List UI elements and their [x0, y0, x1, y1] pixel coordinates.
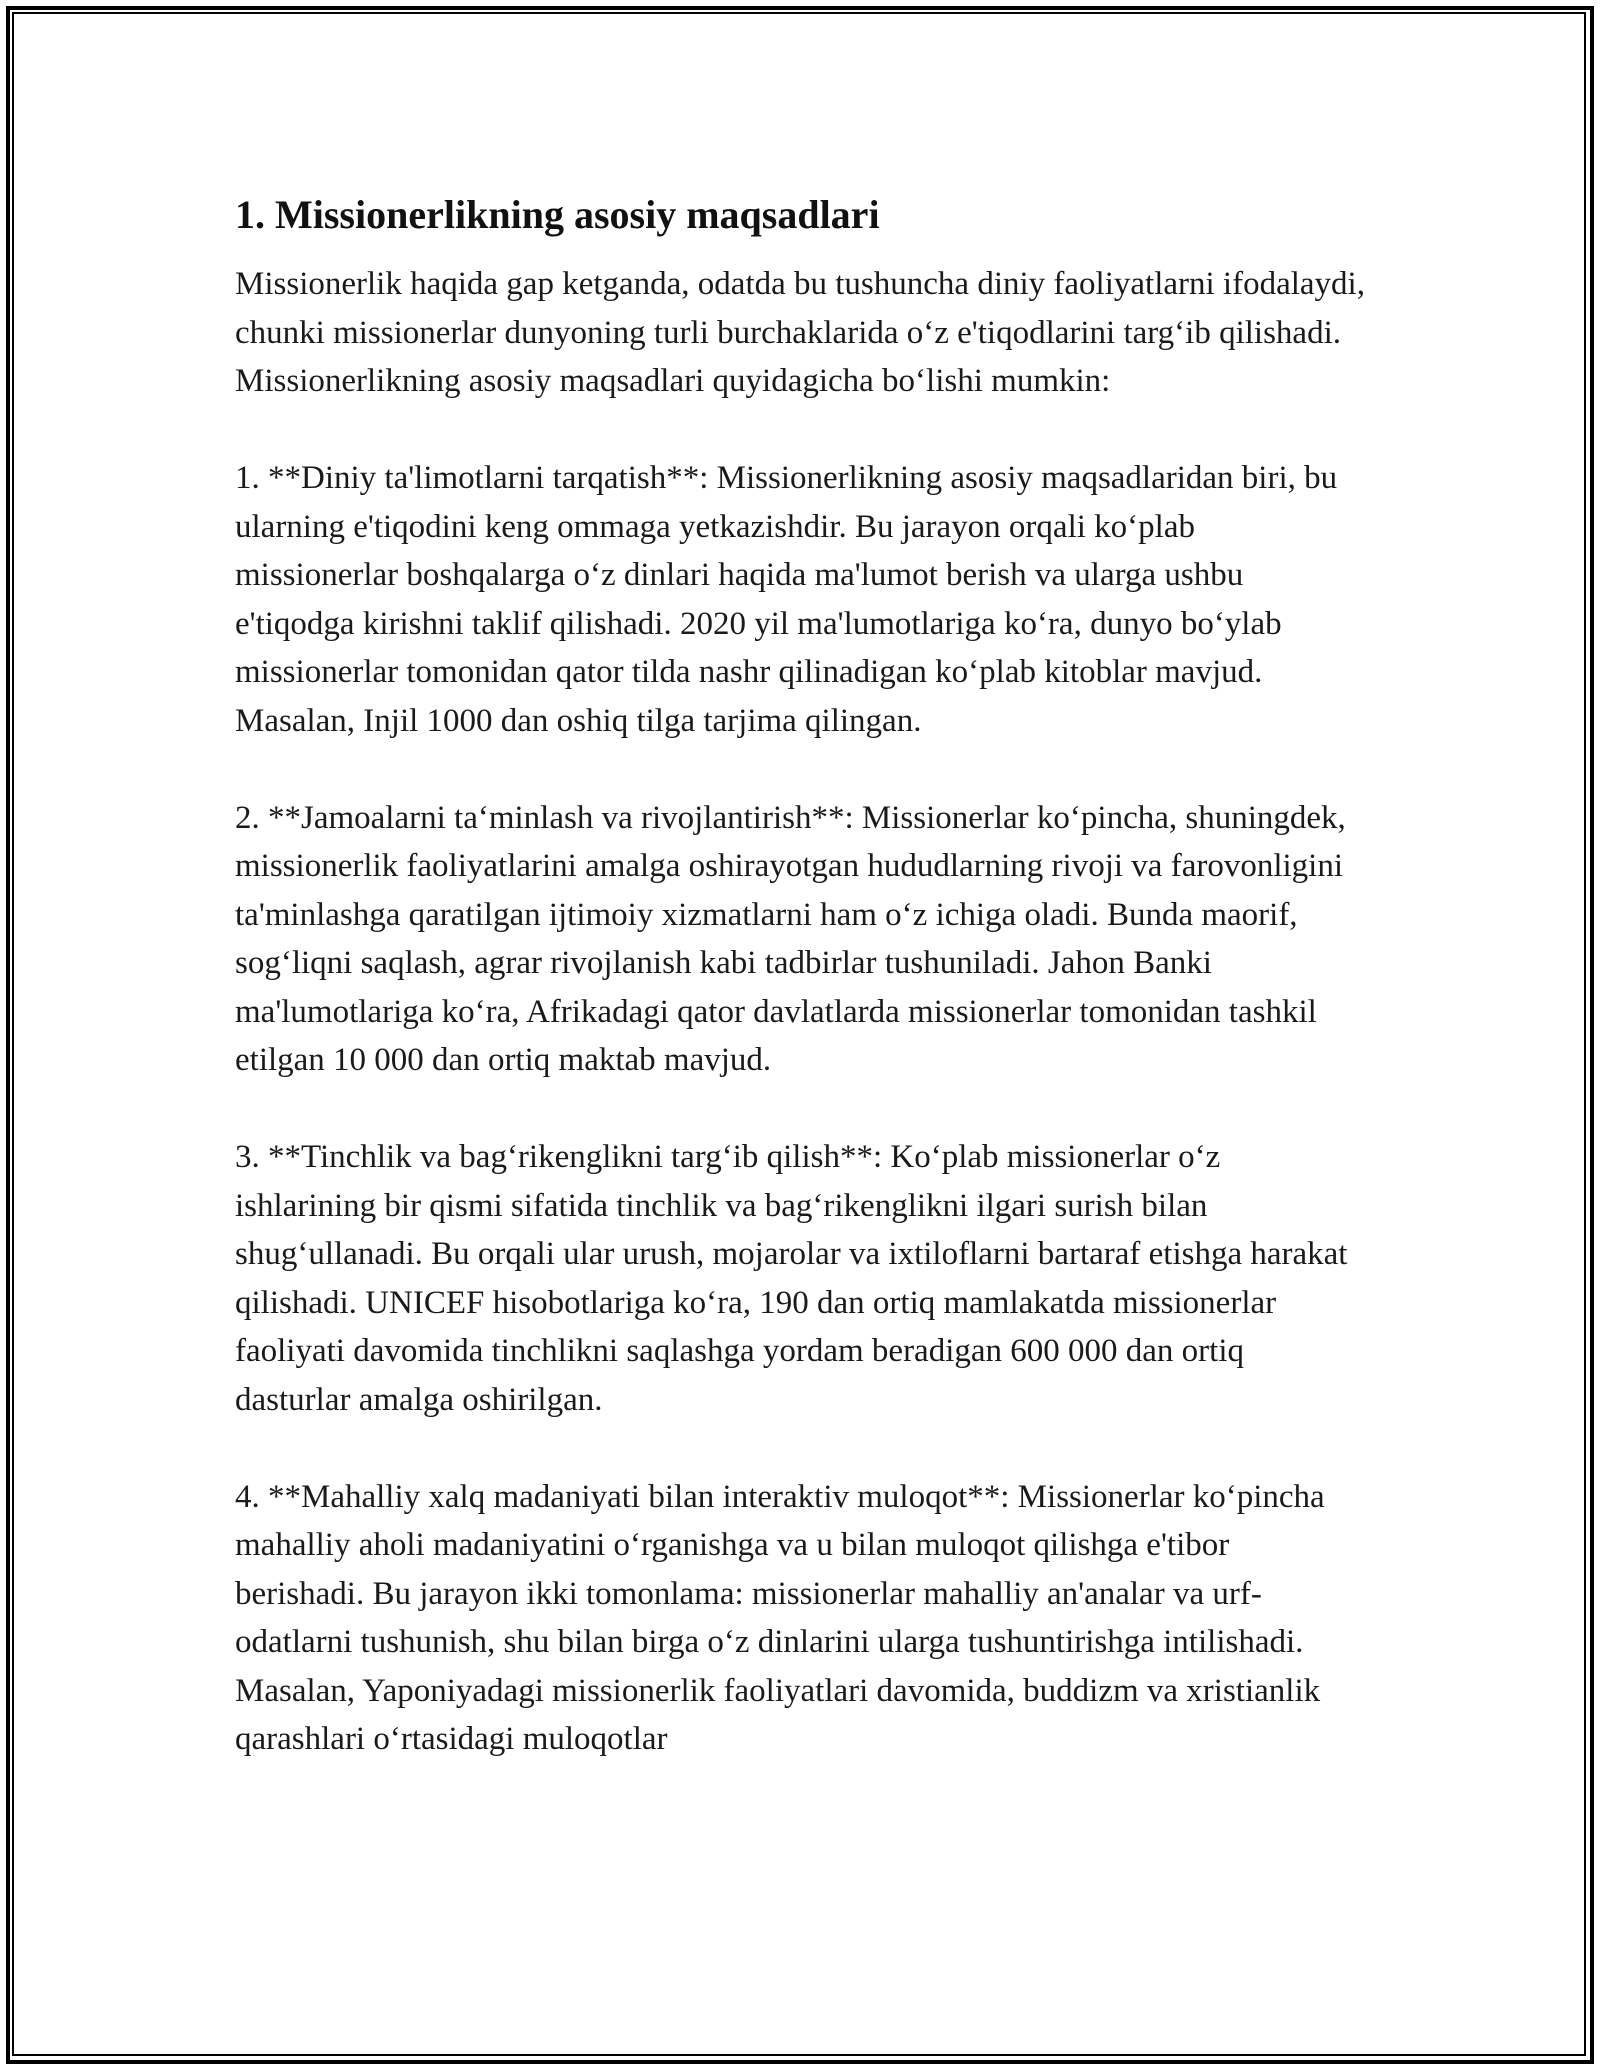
intro-paragraph: Missionerlik haqida gap ketganda, odatda bu tushuncha diniy faoliyatlarni ifodalaydi, chunki missionerlar dunyoning turli burchaklarida o‘z e'tiqodlarini targ‘ib qilishadi. Missionerlikning asosiy maqsadlari quyidagicha bo‘lishi mumkin:	[235, 266, 1365, 399]
list-item-3-paragraph: 3. **Tinchlik va bag‘rikenglikni targ‘ib qilish**: Ko‘plab missionerlar o‘z ishlarining bir qismi sifatida tinchlik va bag‘rikenglikni ilgari surish bilan shug‘ullanadi. Bu orqali ular urush, mojarolar va ixtiloflarni bartaraf etishga harakat qilishadi. UNICEF hisobotlariga ko‘ra, 190 dan ortiq mamlakatda missionerlar faoliyati davomida tinchlikni saqlashga yordam beradigan 600 000 dan ortiq dasturlar amalga oshirilgan.	[235, 1139, 1348, 1418]
document-body	[235, 190, 1365, 1812]
list-item-4-paragraph: 4. **Mahalliy xalq madaniyati bilan interaktiv muloqot**: Missionerlar ko‘pincha mahalliy aholi madaniyatini o‘rganishga va u bilan muloqot qilishga e'tibor berishadi. Bu jarayon ikki tomonlama: missionerlar mahalliy an'analar va urf-odatlarni tushunish, shu bilan birga o‘z dinlarini ularga tushuntirishga intilishadi. Masalan, Yaponiyadagi missionerlik faoliyatlari davomida, buddizm va xristianlik qarashlari o‘rtasidagi muloqotlar	[235, 1478, 1325, 1757]
list-item-2-paragraph: 2. **Jamoalarni ta‘minlash va rivojlantirish**: Missionerlar ko‘pincha, shuningdek, missionerlik faoliyatlarini amalga oshirayotgan hududlarning rivoji va farovonligini ta'minlashga qaratilgan ijtimoiy xizmatlarni ham o‘z ichiga oladi. Bunda maorif, sog‘liqni saqlash, agrar rivojlanish kabi tadbirlar tushuniladi. Jahon Banki ma'lumotlariga ko‘ra, Afrikadagi qator davlatlarda missionerlar tomonidan tashkil etilgan 10 000 dan ortiq maktab mavjud.	[235, 799, 1346, 1078]
section-heading: 1. Missionerlikning asosiy maqsadlari	[235, 192, 880, 237]
list-item-1-paragraph: 1. **Diniy ta'limotlarni tarqatish**: Missionerlikning asosiy maqsadlaridan biri, bu ularning e'tiqodini keng ommaga yetkazishdir. Bu jarayon orqali ko‘plab missionerlar boshqalarga o‘z dinlari haqida ma'lumot berish va ularga ushbu e'tiqodga kirishni taklif qilishadi. 2020 yil ma'lumotlariga ko‘ra, dunyo bo‘ylab missionerlar tomonidan qator tilda nashr qilinadigan ko‘plab kitoblar mavjud. Masalan, Injil 1000 dan oshiq tilga tarjima qilingan.	[235, 460, 1338, 739]
